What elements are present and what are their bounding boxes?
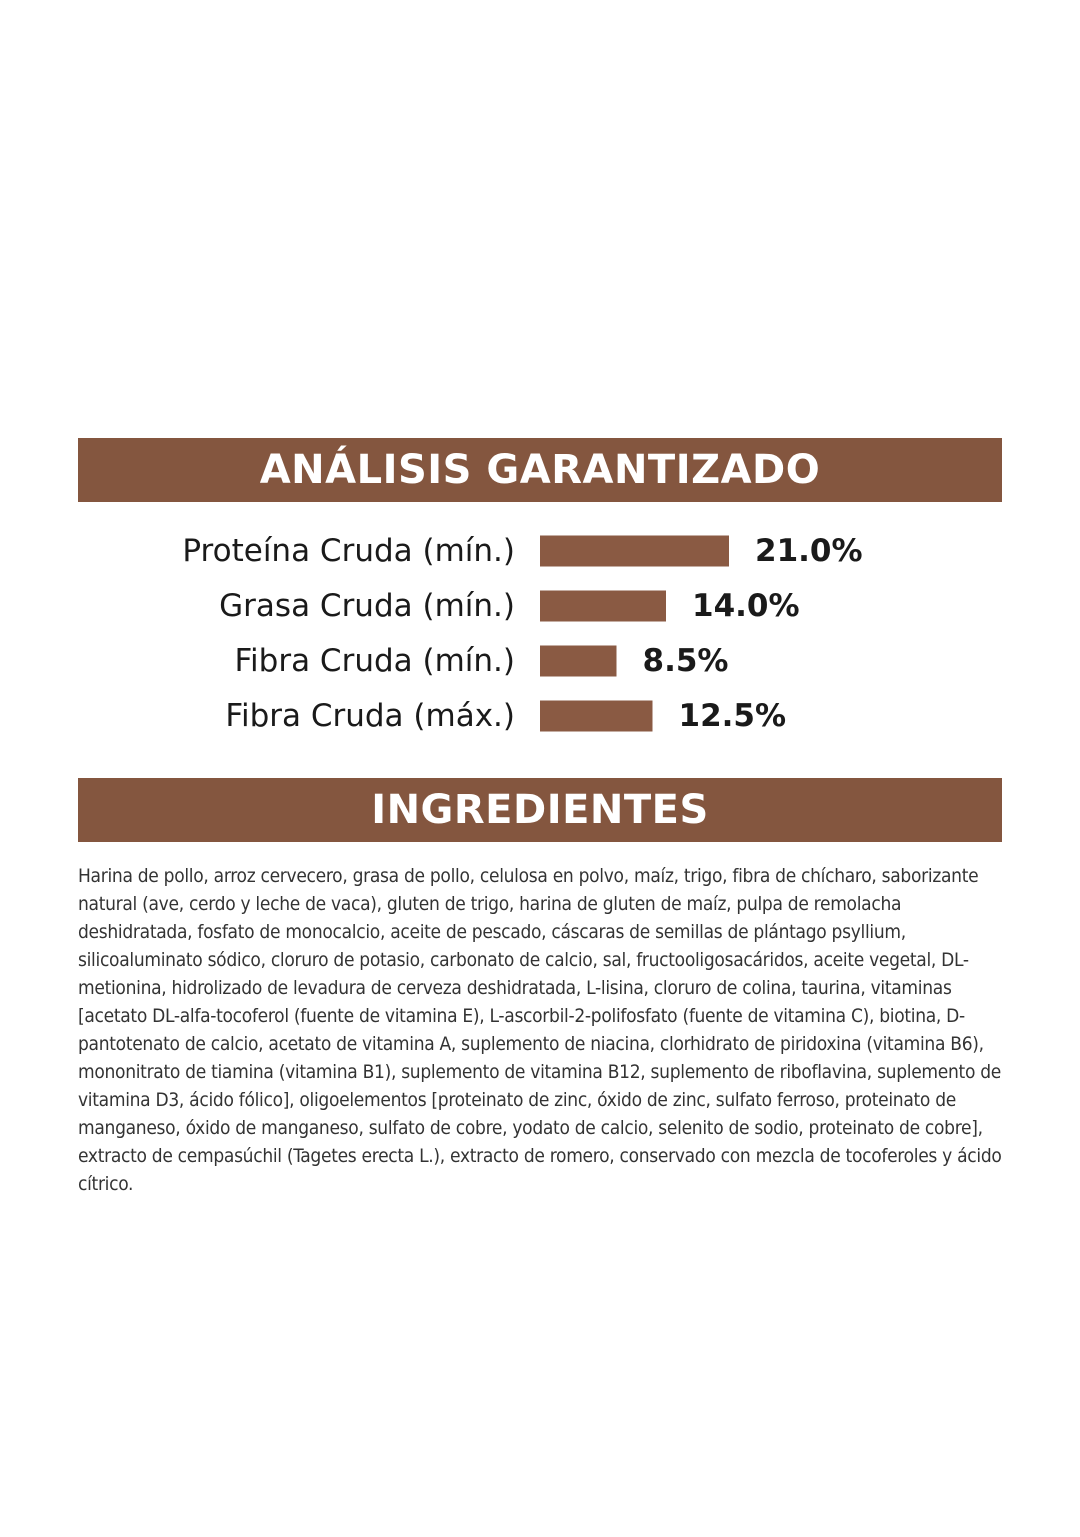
chart-bar (540, 536, 729, 567)
ingredients-section-title: INGREDIENTES (78, 778, 1002, 842)
chart-category-label: Fibra Cruda (mín.) (234, 643, 515, 679)
chart-bar (540, 591, 666, 622)
ingredients-list-text: Harina de pollo, arroz cervecero, grasa de pollo, celulosa en polvo, maíz, trigo, fibra de chícharo, saborizante natural (ave, cerdo y leche de vaca), gluten de trigo, harina de gluten de maíz, pulpa de remolacha deshidratada, fosfato de monocalcio, aceite de pescado, cáscaras de semillas de plántago psyllium, silicoaluminato sódico, cloruro de potasio, carbonato de calcio, sal, fructooligosacáridos, aceite vegetal, DL-metionina, hidrolizado de levadura de cerveza deshidratada, L-lisina, cloruro de colina, taurina, vitaminas [acetato DL-alfa-tocoferol (fuente de vitamina E), L-ascorbil-2-polifosfato (fuente de vitamina C), biotina, D-pantotenato de calcio, acetato de vitamina A, suplemento de niacina, clorhidrato de piridoxina (vitamina B6), mononitrato de tiamina (vitamina B1), suplemento de vitamina B12, suplemento de riboflavina, suplemento de vitamina D3, ácido fólico], oligoelementos [proteinato de zinc, óxido de zinc, sulfato ferroso, proteinato de manganeso, óxido de manganeso, sulfato de cobre, yodato de calcio, selenito de sodio, proteinato de cobre], extracto de cempasúchil (Tagetes erecta L.), extracto de romero, conservado con mezcla de tocoferoles y ácido cítrico. (78, 865, 1002, 1195)
chart-category-label: Fibra Cruda (máx.) (225, 698, 515, 734)
guaranteed-analysis-chart (0, 520, 1080, 750)
analysis-section-title: ANÁLISIS GARANTIZADO (78, 438, 1002, 502)
chart-bar (540, 701, 653, 732)
chart-category-label: Proteína Cruda (mín.) (182, 533, 515, 569)
chart-bar (540, 646, 617, 677)
chart-value-label: 8.5% (642, 643, 729, 679)
chart-value-label: 14.0% (692, 588, 800, 624)
chart-category-label: Grasa Cruda (mín.) (219, 588, 515, 624)
chart-value-label: 21.0% (755, 533, 863, 569)
chart-value-label: 12.5% (678, 698, 787, 734)
